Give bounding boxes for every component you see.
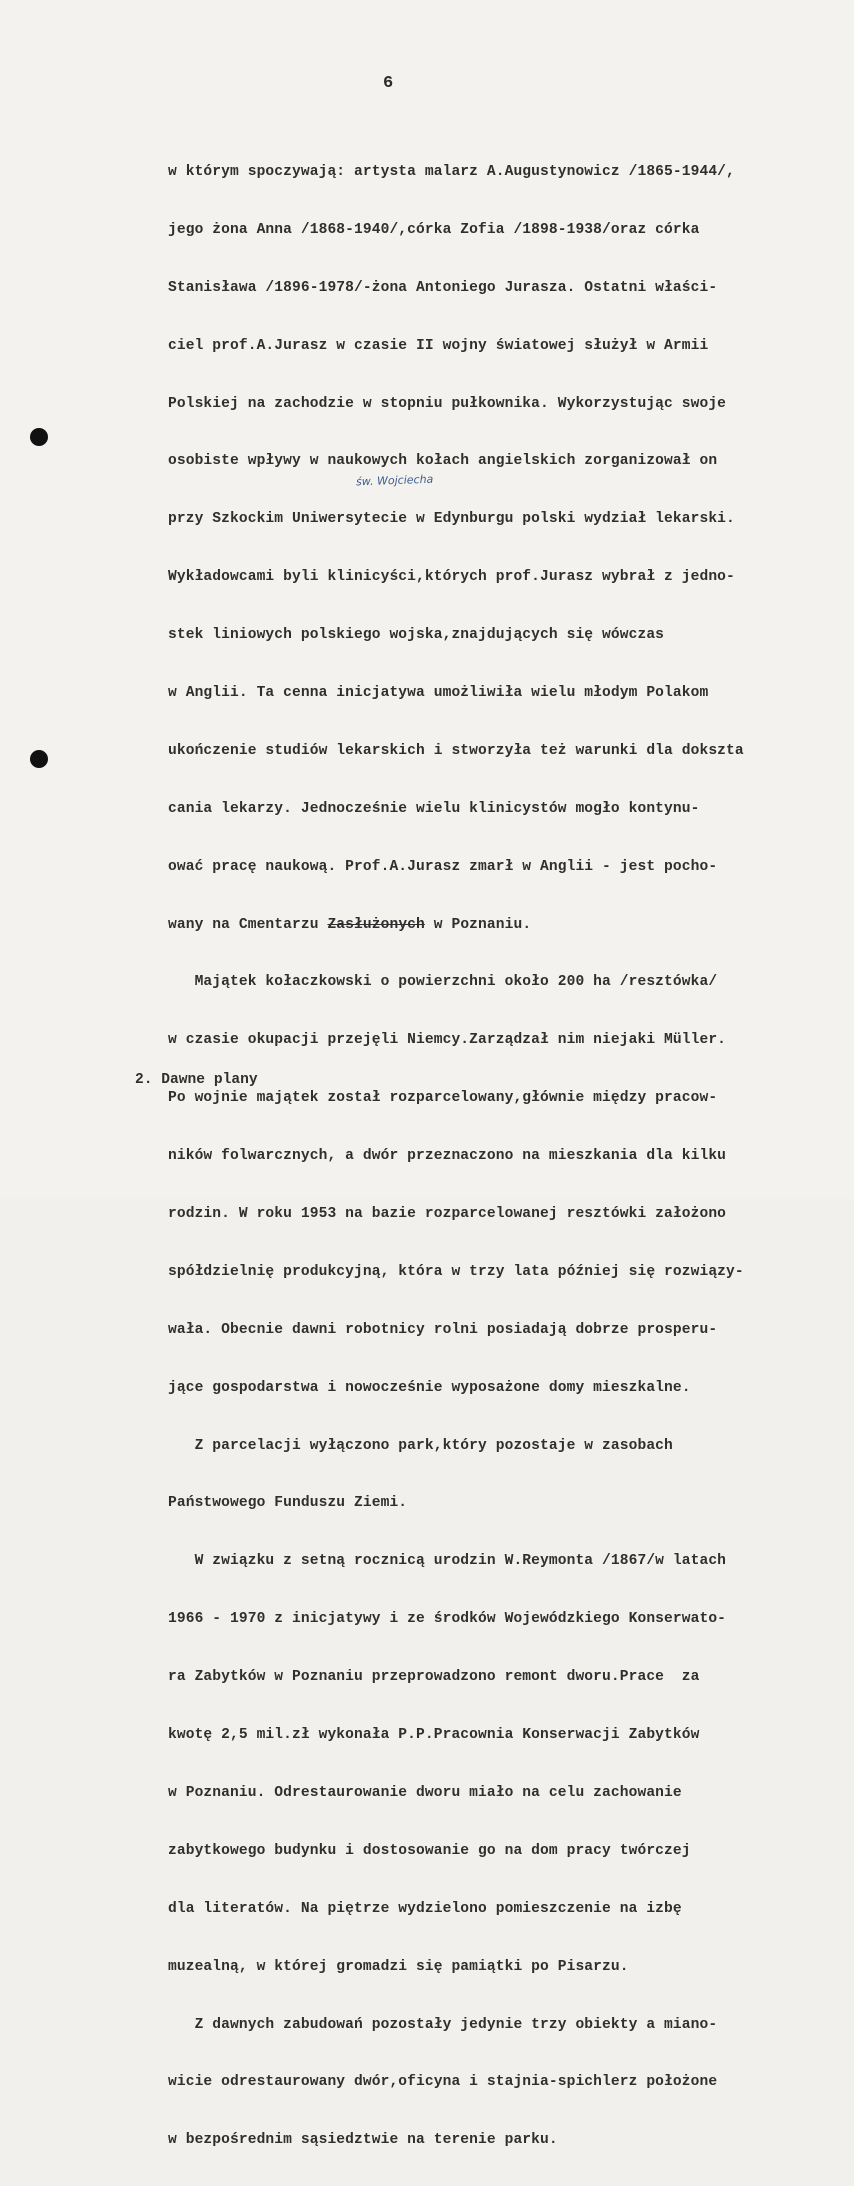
text-line: 1966 - 1970 z inicjatywy i ze środków Wojewódzkiego Konserwato- <box>168 1611 727 1628</box>
text-line: cania lekarzy. Jednocześnie wielu klinicystów mogło kontynu- <box>168 800 700 817</box>
burial-suffix: w Poznaniu. <box>424 916 532 933</box>
text-line: w Anglii. Ta cenna inicjatywa umożliwiła wielu młodym Polakom <box>168 685 709 702</box>
struck-word: Zasłużonych <box>327 916 425 933</box>
text-line: Po wojnie majątek został rozparcelowany,głównie między pracow- <box>168 1090 718 1107</box>
text-line: Z dawnych zabudowań pozostały jedynie trzy obiekty a miano- <box>168 2016 718 2033</box>
text-line: ukończenie studiów lekarskich i stworzyła też warunki dla dokszta <box>168 742 744 759</box>
text-line: przy Szkockim Uniwersytecie w Edynburgu polski wydział lekarski. <box>168 511 735 528</box>
text-line: rodzin. W roku 1953 na bazie rozparcelowanej resztówki założono <box>168 1206 727 1223</box>
text-line: Z parcelacji wyłączono park,który pozostaje w zasobach <box>168 1437 673 1454</box>
text-line: w Poznaniu. Odrestaurowanie dworu miało na celu zachowanie <box>168 1784 682 1801</box>
text-line: W związku z setną rocznicą urodzin W.Reymonta /1867/w latach <box>168 1553 727 1570</box>
text-line: dla literatów. Na piętrze wydzielono pomieszczenie na izbę <box>168 1900 682 1917</box>
handwritten-insert: św. Wojciecha <box>355 472 434 489</box>
punch-hole <box>30 750 48 768</box>
text-line: Stanisława /1896-1978/-żona Antoniego Jurasza. Ostatni właści- <box>168 279 718 296</box>
text-line: Wykładowcami byli klinicyści,których prof.Jurasz wybrał z jedno- <box>168 569 735 586</box>
text-line: wicie odrestaurowany dwór,oficyna i stajnia-spichlerz położone <box>168 2074 718 2091</box>
text-line: jego żona Anna /1868-1940/,córka Zofia /1898-1938/oraz córka <box>168 221 700 238</box>
text-line: spółdzielnię produkcyjną, która w trzy lata później się rozwiązy- <box>168 1263 744 1280</box>
text-line: w bezpośrednim sąsiedztwie na terenie parku. <box>168 2132 558 2149</box>
text-line: ników folwarcznych, a dwór przeznaczono na mieszkania dla kilku <box>168 1148 727 1165</box>
text-line: zabytkowego budynku i dostosowanie go na dom pracy twórczej <box>168 1842 691 1859</box>
punch-hole <box>30 428 48 446</box>
text-line: jące gospodarstwa i nowocześnie wyposażone domy mieszkalne. <box>168 1379 691 1396</box>
text-line: Państwowego Funduszu Ziemi. <box>168 1495 408 1512</box>
text-line: Polskiej na zachodzie w stopniu pułkownika. Wykorzystując swoje <box>168 395 727 412</box>
section-heading: 2. Dawne plany <box>135 1072 258 1088</box>
burial-prefix: wany na Cmentarzu <box>168 916 328 933</box>
text-line-burial <box>168 913 854 939</box>
body-text <box>168 128 854 2186</box>
text-line: stek liniowych polskiego wojska,znajdujących się wówczas <box>168 627 665 644</box>
text-line: ra Zabytków w Poznaniu przeprowadzono remont dworu.Prace za <box>168 1669 700 1686</box>
page-number: 6 <box>383 74 394 93</box>
text-line: ciel prof.A.Jurasz w czasie II wojny światowej służył w Armii <box>168 337 709 354</box>
text-line: Majątek kołaczkowski o powierzchni około 200 ha /resztówka/ <box>168 974 718 991</box>
text-line: osobiste wpływy w naukowych kołach angielskich zorganizował on <box>168 453 718 470</box>
text-line: w którym spoczywają: artysta malarz A.Augustynowicz /1865-1944/, <box>168 164 735 180</box>
text-line: w czasie okupacji przejęli Niemcy.Zarządzał nim niejaki Müller. <box>168 1032 727 1049</box>
text-line: wała. Obecnie dawni robotnicy rolni posiadają dobrze prosperu- <box>168 1321 718 1338</box>
text-line: ować pracę naukową. Prof.A.Jurasz zmarł w Anglii - jest pocho- <box>168 858 718 875</box>
text-line: muzealną, w której gromadzi się pamiątki po Pisarzu. <box>168 1958 629 1975</box>
text-line: kwotę 2,5 mil.zł wykonała P.P.Pracownia Konserwacji Zabytków <box>168 1727 700 1744</box>
